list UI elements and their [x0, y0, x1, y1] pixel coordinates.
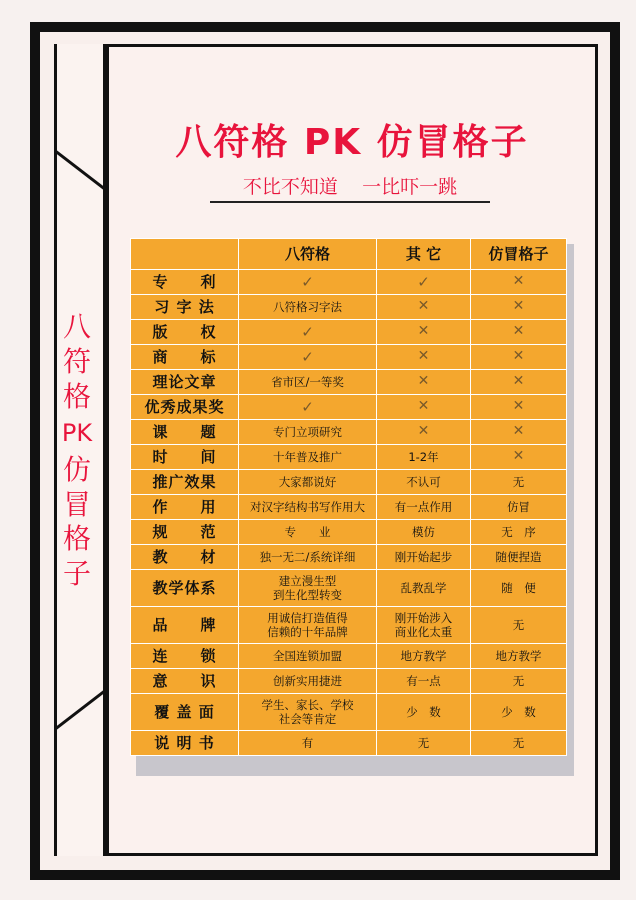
- table-row: [131, 320, 567, 345]
- cross-icon: ✕: [377, 320, 471, 345]
- row-label: 习 字 法: [131, 295, 239, 320]
- table-cell: 全国连锁加盟: [239, 644, 377, 669]
- row-label: 规 范: [131, 520, 239, 545]
- table-row: [131, 370, 567, 395]
- row-label: 专 利: [131, 270, 239, 295]
- header-counterfeit: 仿冒格子: [471, 239, 567, 270]
- vertical-title-char: 子: [62, 557, 91, 591]
- table-cell: 随 便: [471, 570, 567, 607]
- table-row: [131, 520, 567, 545]
- cross-icon: ✕: [377, 395, 471, 420]
- table-cell: 专门立项研究: [239, 420, 377, 445]
- table-cell: 刚开始起步: [377, 545, 471, 570]
- cross-icon: ✕: [471, 370, 567, 395]
- table-row: [131, 669, 567, 694]
- table-cell: 建立漫生型 到生化型转变: [239, 570, 377, 607]
- table-cell: 不认可: [377, 470, 471, 495]
- row-label: 作 用: [131, 495, 239, 520]
- row-label: 教学体系: [131, 570, 239, 607]
- table-row: [131, 644, 567, 669]
- table-cell: 有: [239, 731, 377, 756]
- header-bafuge: 八符格: [239, 239, 377, 270]
- row-label: 品 牌: [131, 607, 239, 644]
- table-cell: 创新实用捷进: [239, 669, 377, 694]
- vertical-title-char: 仿: [62, 452, 91, 486]
- check-icon: ✓: [239, 270, 377, 295]
- row-label: 意 识: [131, 669, 239, 694]
- cross-icon: ✕: [471, 320, 567, 345]
- cross-icon: ✕: [471, 445, 567, 470]
- vertical-title-char: 冒: [62, 487, 91, 521]
- cross-icon: ✕: [471, 295, 567, 320]
- table-cell: 少 数: [377, 694, 471, 731]
- check-icon: ✓: [377, 270, 471, 295]
- table-cell: 省市区/一等奖: [239, 370, 377, 395]
- table-cell: 无: [377, 731, 471, 756]
- vertical-title: [58, 310, 96, 592]
- header-blank: [131, 239, 239, 270]
- table-cell: 专 业: [239, 520, 377, 545]
- table-row: [131, 694, 567, 731]
- left-strip-diagonal-bottom: [54, 690, 106, 730]
- row-label: 理论文章: [131, 370, 239, 395]
- check-icon: ✓: [239, 320, 377, 345]
- table-row: [131, 445, 567, 470]
- row-label: 优秀成果奖: [131, 395, 239, 420]
- table-cell: 无 序: [471, 520, 567, 545]
- table-row: [131, 270, 567, 295]
- table-cell: 学生、家长、学校 社会等肯定: [239, 694, 377, 731]
- table-row: [131, 607, 567, 644]
- row-label: 推广效果: [131, 470, 239, 495]
- cross-icon: ✕: [471, 420, 567, 445]
- cross-icon: ✕: [377, 295, 471, 320]
- page-subtitle: 不比不知道 一比吓一跳: [210, 172, 490, 203]
- check-icon: ✓: [239, 395, 377, 420]
- row-label: 时 间: [131, 445, 239, 470]
- table-cell: 十年普及推广: [239, 445, 377, 470]
- vertical-title-char: PK: [61, 419, 93, 448]
- row-label: 课 题: [131, 420, 239, 445]
- table-row: [131, 345, 567, 370]
- table-cell: 1-2年: [377, 445, 471, 470]
- cross-icon: ✕: [471, 395, 567, 420]
- table-cell: 模仿: [377, 520, 471, 545]
- table-row: [131, 731, 567, 756]
- table-cell: 少 数: [471, 694, 567, 731]
- left-strip-diagonal-top: [54, 150, 106, 190]
- cross-icon: ✕: [377, 370, 471, 395]
- table-cell: 仿冒: [471, 495, 567, 520]
- table-cell: 无: [471, 731, 567, 756]
- table-cell: 无: [471, 607, 567, 644]
- table-row: [131, 295, 567, 320]
- table-cell: 八符格习字法: [239, 295, 377, 320]
- table-row: [131, 570, 567, 607]
- row-label: 覆 盖 面: [131, 694, 239, 731]
- row-label: 说 明 书: [131, 731, 239, 756]
- cross-icon: ✕: [377, 420, 471, 445]
- table-cell: 随便捏造: [471, 545, 567, 570]
- table-cell: 大家都说好: [239, 470, 377, 495]
- table-header-row: [131, 239, 567, 270]
- header-others: 其 它: [377, 239, 471, 270]
- table-row: [131, 470, 567, 495]
- vertical-title-char: 格: [62, 379, 91, 413]
- table-row: [131, 420, 567, 445]
- vertical-title-char: 格: [62, 522, 91, 556]
- table-cell: 有一点作用: [377, 495, 471, 520]
- row-label: 连 锁: [131, 644, 239, 669]
- row-label: 教 材: [131, 545, 239, 570]
- table-cell: 无: [471, 470, 567, 495]
- vertical-title-char: 符: [62, 344, 91, 378]
- page-title: 八符格 PK 仿冒格子: [175, 122, 529, 163]
- table-cell: 无: [471, 669, 567, 694]
- table-cell: 有一点: [377, 669, 471, 694]
- table-cell: 独一无二/系统详细: [239, 545, 377, 570]
- table-row: [131, 395, 567, 420]
- table-cell: 地方教学: [471, 644, 567, 669]
- table-cell: 乱教乱学: [377, 570, 471, 607]
- table-cell: 地方教学: [377, 644, 471, 669]
- row-label: 商 标: [131, 345, 239, 370]
- cross-icon: ✕: [471, 270, 567, 295]
- row-label: 版 权: [131, 320, 239, 345]
- cross-icon: ✕: [471, 345, 567, 370]
- table-row: [131, 495, 567, 520]
- table-cell: 用诚信打造值得 信赖的十年品牌: [239, 607, 377, 644]
- cross-icon: ✕: [377, 345, 471, 370]
- table-cell: 对汉字结构书写作用大: [239, 495, 377, 520]
- vertical-title-char: 八: [62, 310, 91, 343]
- check-icon: ✓: [239, 345, 377, 370]
- comparison-table: [130, 238, 567, 756]
- table-row: [131, 545, 567, 570]
- table-cell: 刚开始涉入 商业化太重: [377, 607, 471, 644]
